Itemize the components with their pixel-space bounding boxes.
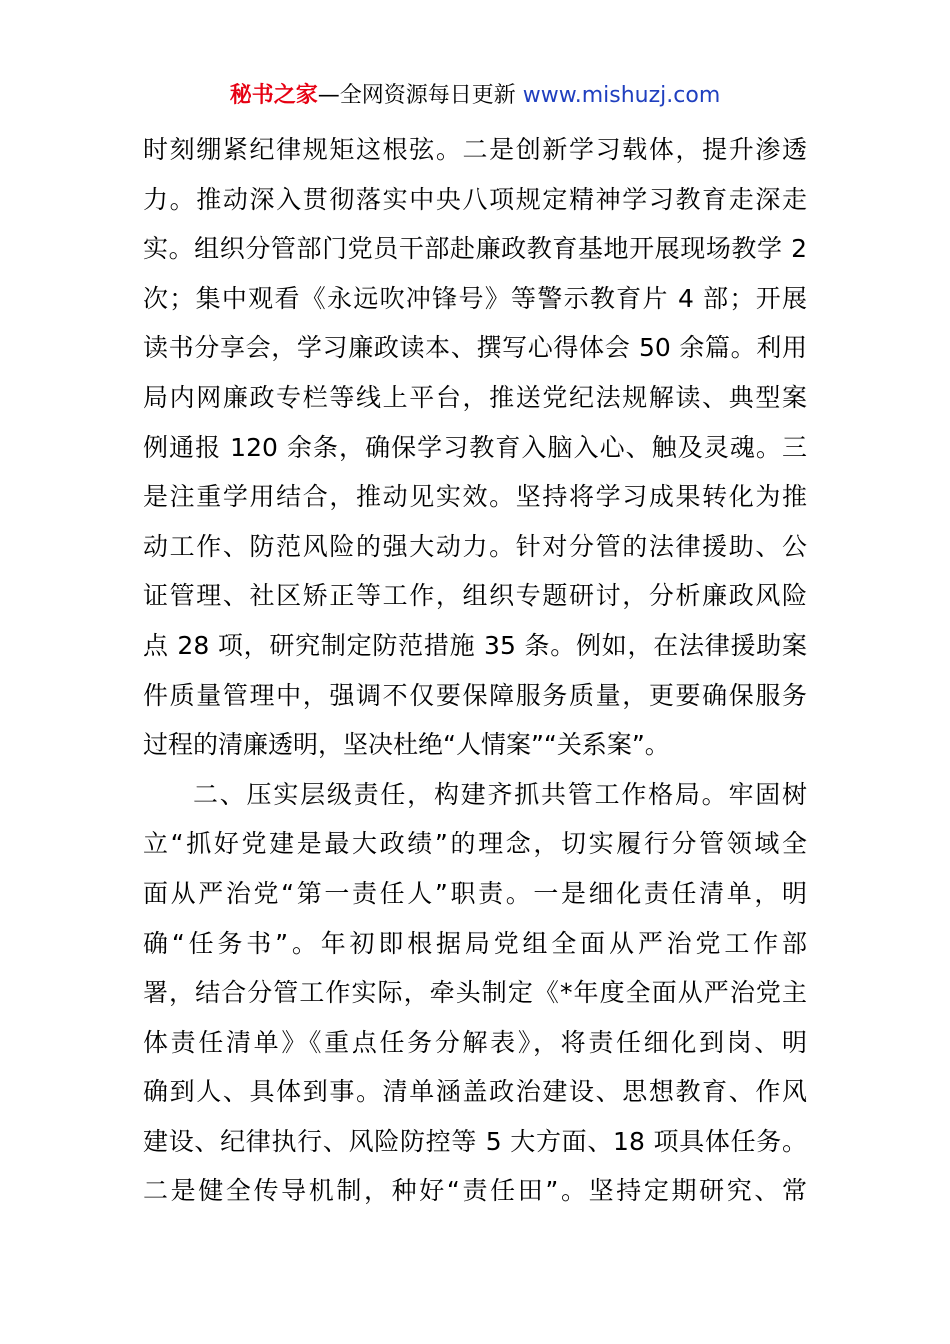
text-line: 确“任务书”。年初即根据局党组全面从严治党工作部 — [143, 928, 807, 958]
text-line: 读书分享会，学习廉政读本、撰写心得体会 50 余篇。利用 — [143, 333, 807, 363]
text-line: 面从严治党“第一责任人”职责。一是细化责任清单，明 — [143, 878, 807, 908]
text-line: 署，结合分管工作实际，牵头制定《*年度全面从严治党主 — [143, 978, 807, 1008]
document-body — [143, 125, 807, 1216]
paragraph-end-line: 过程的清廉透明，坚决杜绝“人情案”“关系案”。 — [143, 730, 670, 760]
text-line: 是注重学用结合，推动见实效。坚持将学习成果转化为推 — [143, 482, 807, 512]
text-line: 体责任清单》《重点任务分解表》，将责任细化到岗、明 — [143, 1027, 807, 1057]
text-line: 实。组织分管部门党员干部赴廉政教育基地开展现场教学 2 — [143, 234, 807, 264]
text-line: 确到人、具体到事。清单涵盖政治建设、思想教育、作风 — [143, 1077, 807, 1107]
text-line: 证管理、社区矫正等工作，组织专题研讨，分析廉政风险 — [143, 581, 807, 611]
header-brand: 秘书之家 — [229, 83, 318, 108]
header-url[interactable]: www.mishuzj.com — [522, 83, 721, 108]
text-line: 点 28 项，研究制定防范措施 35 条。例如，在法律援助案 — [143, 630, 807, 660]
text-line: 局内网廉政专栏等线上平台，推送党纪法规解读、典型案 — [143, 382, 807, 412]
text-line: 立“抓好党建是最大政绩”的理念，切实履行分管领域全 — [143, 829, 807, 859]
text-line: 建设、纪律执行、风险防控等 5 大方面、18 项具体任务。 — [143, 1126, 807, 1156]
page-header — [0, 80, 950, 112]
text-line: 力。推动深入贯彻落实中央八项规定精神学习教育走深走 — [143, 184, 807, 214]
text-line: 动工作、防范风险的强大动力。针对分管的法律援助、公 — [143, 531, 807, 561]
paragraph-start-line: 二、压实层级责任，构建齐抓共管工作格局。牢固树 — [193, 779, 807, 809]
text-line: 例通报 120 余条，确保学习教育入脑入心、触及灵魂。三 — [143, 432, 807, 462]
header-tagline: —全网资源每日更新 — [317, 83, 516, 108]
text-line: 件质量管理中，强调不仅要保障服务质量，更要确保服务 — [143, 680, 807, 710]
text-line: 二是健全传导机制，种好“责任田”。坚持定期研究、常 — [143, 1176, 807, 1206]
text-line: 次；集中观看《永远吹冲锋号》等警示教育片 4 部；开展 — [143, 283, 807, 313]
text-line: 时刻绷紧纪律规矩这根弦。二是创新学习载体，提升渗透 — [143, 135, 807, 164]
